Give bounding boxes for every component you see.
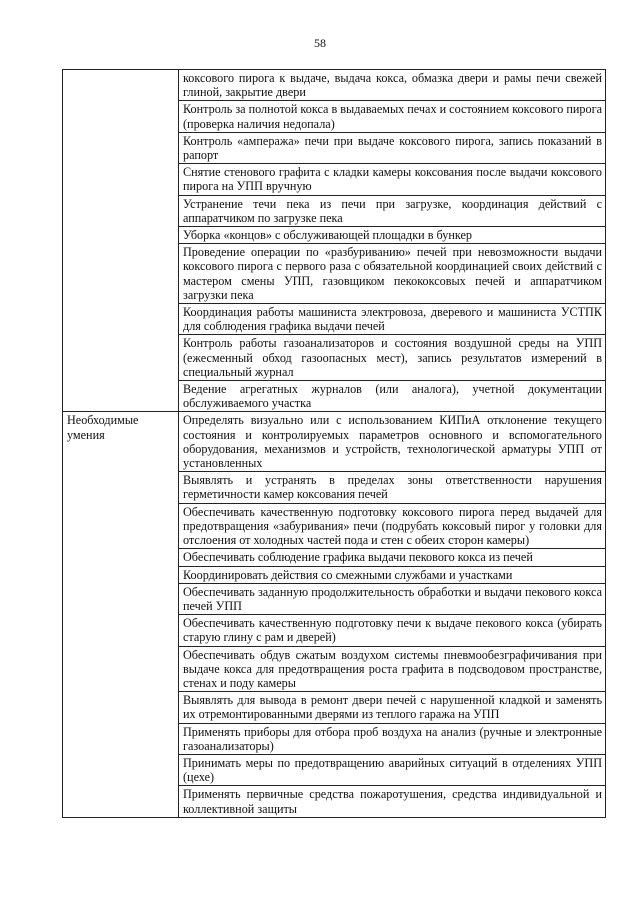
page-number: 58 [314, 36, 326, 50]
table-cell: Обеспечивать заданную продолжительность обработки и выдачи пекового кокса печей УПП [179, 583, 606, 614]
table-cell: Принимать меры по предотвращению аварийных ситуаций в отделениях УПП (цехе) [179, 754, 606, 785]
section-label [63, 70, 179, 412]
table-cell: Обеспечивать качественную подготовку коксового пирога перед выдачей для предотвращения «забуривания» печи (подрубать коксовый пирог у головки для отслоения от холодных частей пода и стен с обеих сторон камеры) [179, 503, 606, 549]
table-cell: Координация работы машиниста электровоза, дверевого и машиниста УСТПК для соблюдения графика выдачи печей [179, 304, 606, 335]
table-cell: Обеспечивать соблюдение графика выдачи пекового кокса из печей [179, 549, 606, 566]
table-cell: коксового пирога к выдаче, выдача кокса, обмазка двери и рамы печи свежей глиной, закрытие двери [179, 70, 606, 101]
table-cell: Контроль работы газоанализаторов и состояния воздушной среды на УПП (ежесменный обход газоопасных мест), запись результатов измерений в специальный журнал [179, 335, 606, 381]
table-cell: Снятие стенового графита с кладки камеры коксования после выдачи коксового пирога на УПП вручную [179, 164, 606, 195]
competency-table [62, 69, 606, 818]
table-cell: Определять визуально или с использованием КИПиА отклонение текущего состояния и контролируемых параметров основного и вспомогательного оборудования, механизмов и устройств, технологической арматуры УПП от установленных [179, 412, 606, 472]
table-cell: Ведение агрегатных журналов (или аналога), учетной документации обслуживаемого участка [179, 381, 606, 412]
table-cell: Обеспечивать обдув сжатым воздухом системы пневмообезграфичивания при выдаче кокса для предотвращения роста графита в подсводовом пространстве, стенах и поду камеры [179, 646, 606, 692]
table-cell: Применять первичные средства пожаротушения, средства индивидуальной и коллективной защиты [179, 786, 606, 817]
table-cell: Выявлять и устранять в пределах зоны ответственности нарушения герметичности камер коксования печей [179, 472, 606, 503]
table-cell: Применять приборы для отбора проб воздуха на анализ (ручные и электронные газоанализаторы) [179, 723, 606, 754]
table-cell: Координировать действия со смежными службами и участками [179, 566, 606, 583]
table-row [63, 70, 606, 101]
table-cell: Проведение операции по «разбуриванию» печей при невозможности выдачи коксового пирога с первого раза с обязательной координацией своих действий с мастером смены УПП, газовщиком пекококсовых печей и аппаратчиком загрузки пека [179, 244, 606, 304]
section-label: Необходимые умения [63, 412, 179, 817]
table-row [63, 412, 606, 472]
table-cell: Выявлять для вывода в ремонт двери печей с нарушенной кладкой и заменять их отремонтированными дверями из теплого гаража на УПП [179, 692, 606, 723]
table-cell: Обеспечивать качественную подготовку печи к выдаче пекового кокса (убирать старую глину с рам и дверей) [179, 615, 606, 646]
table-cell: Контроль за полнотой кокса в выдаваемых печах и состоянием коксового пирога (проверка наличия недопала) [179, 101, 606, 132]
table-cell: Устранение течи пека из печи при загрузке, координация действий с аппаратчиком по загрузке пека [179, 195, 606, 226]
table-cell: Контроль «ампеража» печи при выдаче коксового пирога, запись показаний в рапорт [179, 132, 606, 163]
table-cell: Уборка «концов» с обслуживающей площадки в бункер [179, 227, 606, 244]
